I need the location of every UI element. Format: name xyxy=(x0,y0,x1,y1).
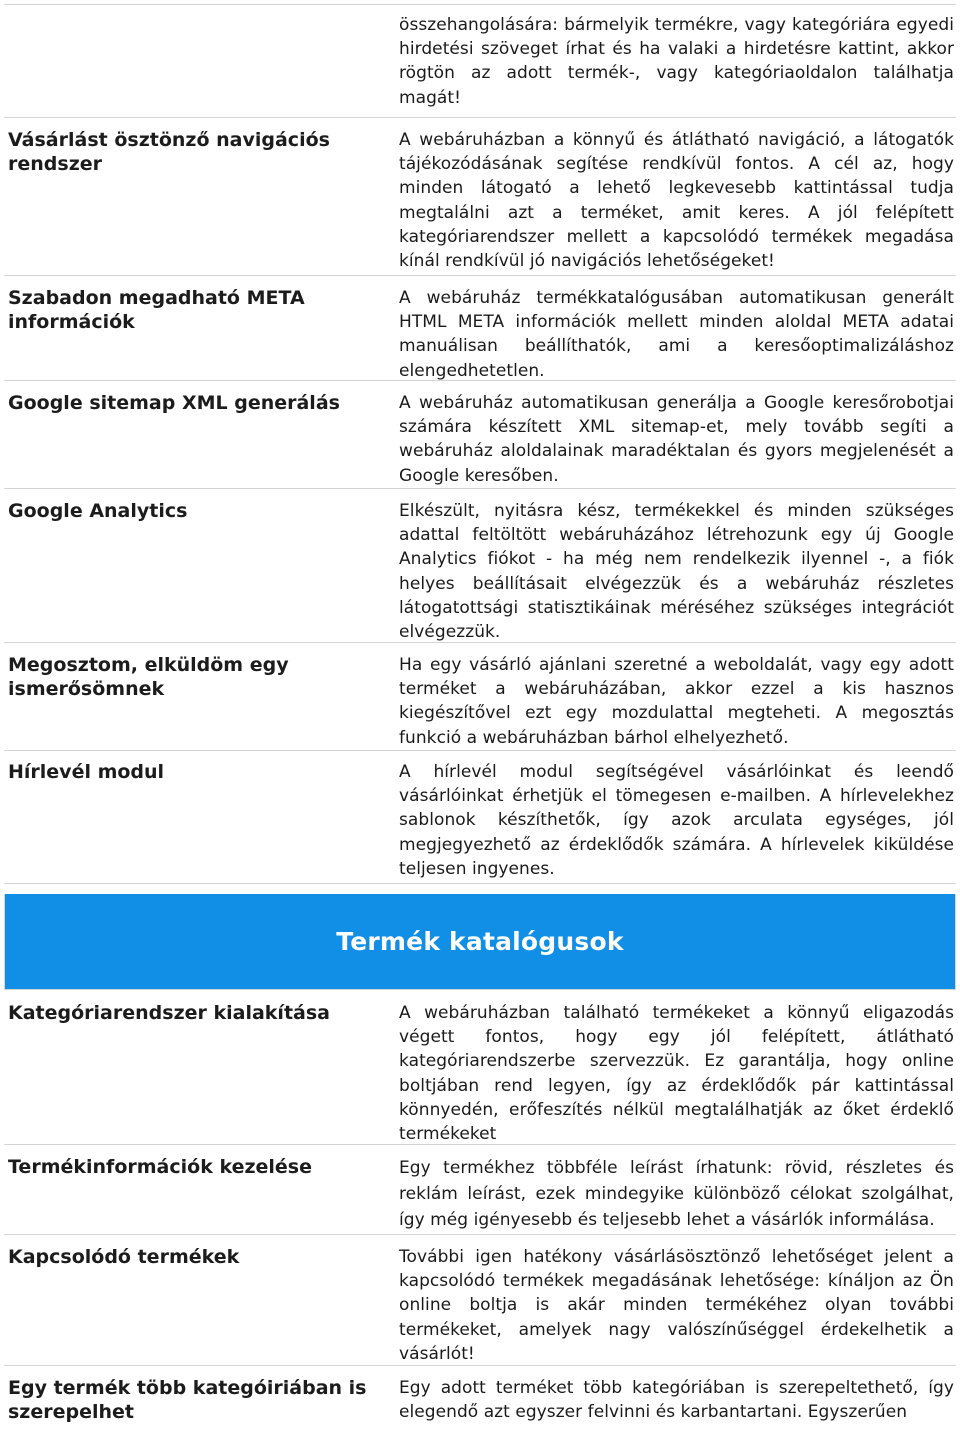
feature-description: A webáruházban a könnyű és átlátható navigáció, a látogatók tájékozódásának segítése rendkívül fontos. A cél az, hogy minden látogató a lehető legkevesebb kattintással tudja megtalálni azt a terméket, amit keres. A jól felépített kategóriarendszer mellett a kapcsolódó termékek megadása kínál rendkívül jó navigációs lehetőségeket! xyxy=(399,130,954,272)
feature-description: összehangolására: bármelyik termékre, vagy kategóriára egyedi hirdetési szöveget írhat és ha valaki a hirdetésre kattint, akkor rögtön az adott termék-, vagy kategóriaoldalon találhatja magát! xyxy=(399,15,954,108)
feature-row xyxy=(4,1235,956,1366)
feature-row xyxy=(4,990,956,1145)
feature-description: A webáruházban található termékeket a könnyű eligazodás végett fontos, hogy egy jól felépített, átlátható kategóriarendszerbe szervezzük. Ez garantálja, hogy online boltjában rend legyen, így az érdeklődők pár kattintással könnyedén, erőfeszítés nélkül megtalálhatják az őket érdeklő termékeket xyxy=(399,1003,954,1145)
feature-row xyxy=(4,381,956,489)
feature-description: Egy termékhez többféle leírást írhatunk: rövid, részletes és reklám leírást, ezek mindegyike különböző célokat szolgálhat, így még igényesebb és teljesebb lehet a vásárlók informálása. xyxy=(399,1158,954,1230)
feature-label: Egy termék több kategóiriában is szerepelhet xyxy=(8,1377,367,1423)
feature-row xyxy=(4,1366,956,1430)
feature-description: A hírlevél modul segítségével vásárlóinkat és leendő vásárlóinkat érhetjük el tömegesen e-mailben. A hírlevelekhez sablonok készíthetők, így azok arculata egységes, jól megjegyezhető az érdeklődők számára. A hírlevelek kiküldése teljesen ingyenes. xyxy=(399,762,954,879)
section-title: Termék katalógusok xyxy=(336,927,624,956)
feature-label: Google Analytics xyxy=(8,500,188,522)
feature-description: További igen hatékony vásárlásösztönző lehetőséget jelent a kapcsolódó termékek megadásának lehetősége: kínáljon az Ön online boltja is akár minden termékéhez olyan további termékeket, amelyek nagy valószínűséggel érdekelhetik a vásárlót! xyxy=(399,1247,954,1364)
section-banner xyxy=(4,894,956,990)
feature-label: Termékinformációk kezelése xyxy=(8,1156,312,1178)
feature-row xyxy=(4,643,956,751)
feature-label xyxy=(4,5,395,117)
feature-label: Kapcsolódó termékek xyxy=(8,1246,240,1268)
feature-row xyxy=(4,1145,956,1235)
feature-table xyxy=(4,4,956,1430)
feature-label: Szabadon megadható META információk xyxy=(8,287,305,333)
feature-label: Megosztom, elküldöm egy ismerősömnek xyxy=(8,654,289,700)
feature-description: A webáruház automatikusan generálja a Google keresőrobotjai számára készített XML sitemap-et, mely tovább segíti a webáruház aloldalainak maradéktalan és gyors megjelenését a Google keresőben. xyxy=(399,393,954,486)
feature-row xyxy=(4,118,956,276)
feature-label: Vásárlást ösztönző navigációs rendszer xyxy=(8,129,330,175)
feature-description: Egy adott terméket több kategóriában is szerepeltethető, így elegendő azt egyszer felvinni és karbantartani. Egyszerűen xyxy=(399,1378,954,1423)
feature-description: Ha egy vásárló ajánlani szeretné a weboldalát, vagy egy adott terméket a webáruházában, akkor ezzel a kis hasznos kiegészítővel ezt egy mozdulattal megteheti. A megosztás funkció a webáruházban bárhol elhelyezhető. xyxy=(399,655,954,748)
feature-row xyxy=(4,276,956,381)
feature-row xyxy=(4,5,956,118)
feature-row xyxy=(4,751,956,884)
feature-description: A webáruház termékkatalógusában automatikusan generált HTML META információk mellett minden aloldal META adatai manuálisan beállíthatók, ami a keresőoptimalizáláshoz elengedhetetlen. xyxy=(399,288,954,381)
feature-description: Elkészült, nyitásra kész, termékekkel és minden szükséges adattal feltöltött webáruházához létrehozunk egy új Google Analytics fiókot - ha még nem rendelkezik ilyennel -, a fiók helyes beállításait elvégezzük és a webáruház részletes látogatottsági statisztikáinak méréséhez szükséges integrációt elvégezzük. xyxy=(399,501,954,643)
feature-label: Hírlevél modul xyxy=(8,761,165,783)
feature-row xyxy=(4,489,956,643)
section-spacer xyxy=(4,884,956,894)
feature-label: Kategóriarendszer kialakítása xyxy=(8,1002,330,1024)
feature-label: Google sitemap XML generálás xyxy=(8,392,340,414)
